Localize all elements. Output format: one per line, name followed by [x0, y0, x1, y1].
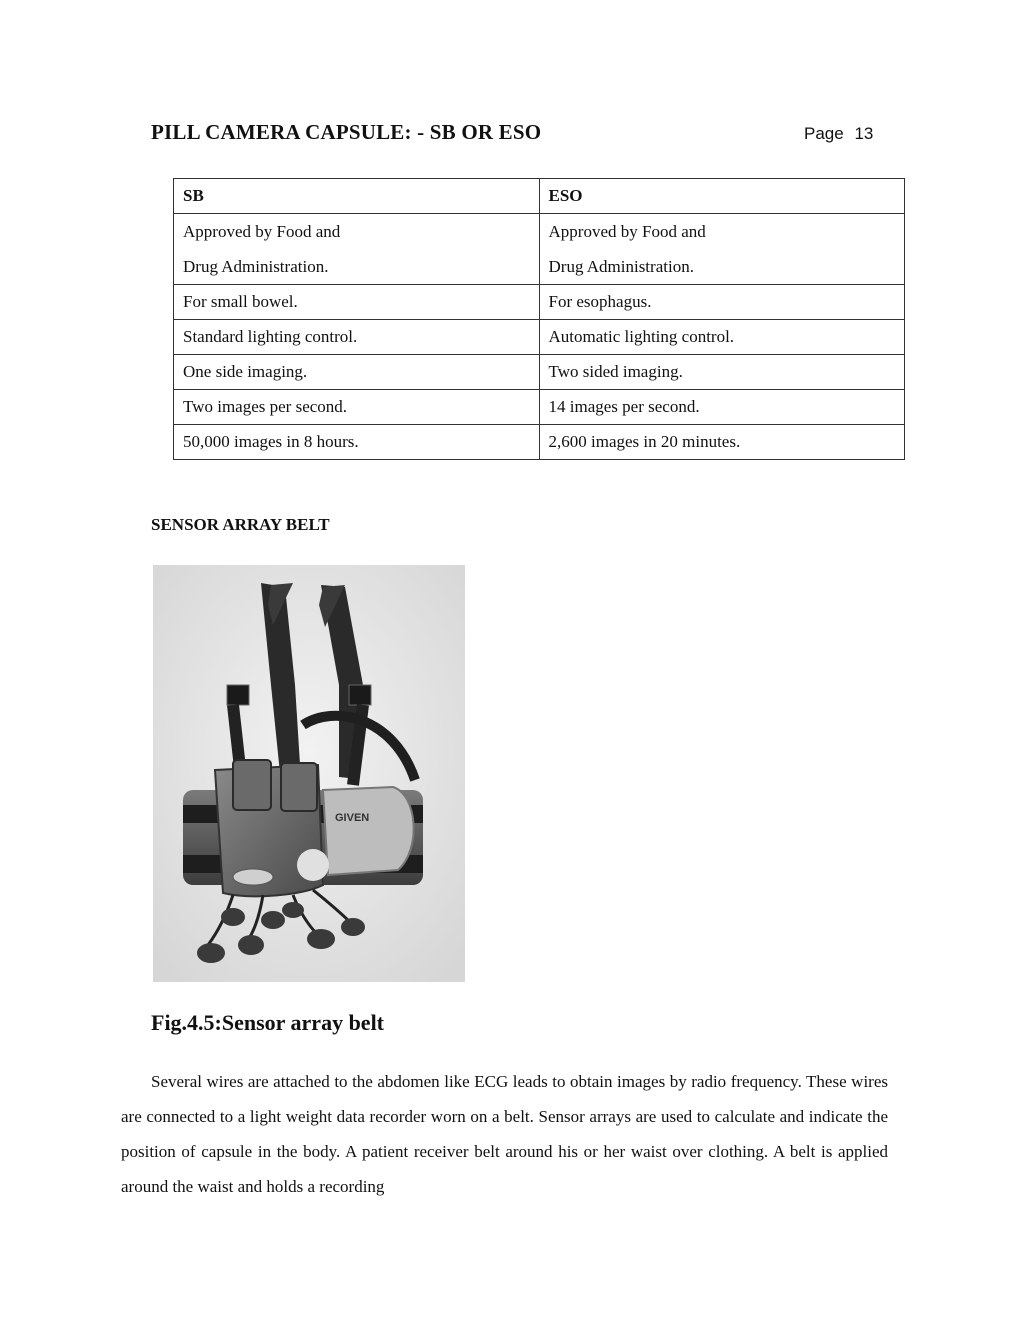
page-heading: PILL CAMERA CAPSULE: - SB OR ESO [151, 120, 542, 144]
table-header-row [174, 179, 905, 214]
table-row [174, 425, 905, 460]
figure-caption: Fig.4.5:Sensor array belt [151, 1010, 385, 1035]
table-row [174, 320, 905, 355]
cell-text: Approved by Food and Drug Administration. [183, 222, 341, 276]
sensor-array-belt-photo [153, 565, 465, 982]
table-cell-sb: Two images per second. [174, 390, 540, 425]
table-cell-eso: For esophagus. [539, 285, 905, 320]
table-cell-eso: Automatic lighting control. [539, 320, 905, 355]
belt-illustration [153, 565, 465, 982]
table-cell-sb: Standard lighting control. [174, 320, 540, 355]
logo-text: GIVEN [335, 812, 370, 824]
table-cell-sb: One side imaging. [174, 355, 540, 390]
column-header-eso: ESO [539, 179, 905, 214]
table-row [174, 355, 905, 390]
section-heading: SENSOR ARRAY BELT [151, 515, 330, 534]
comparison-table [173, 178, 905, 460]
page-number-value: 13 [854, 124, 874, 143]
page-number [804, 124, 873, 144]
page-label: Page [804, 124, 844, 143]
table-cell-sb: For small bowel. [174, 285, 540, 320]
table-cell-eso: 2,600 images in 20 minutes. [539, 425, 905, 460]
table-cell-eso [539, 214, 905, 285]
table-cell-eso: 14 images per second. [539, 390, 905, 425]
cell-text: Approved by Food and Drug Administration. [548, 222, 706, 276]
table-row [174, 390, 905, 425]
table-cell-sb: 50,000 images in 8 hours. [174, 425, 540, 460]
table-cell-sb [174, 214, 540, 285]
table-row [174, 214, 905, 285]
table-row [174, 285, 905, 320]
column-header-sb: SB [174, 179, 540, 214]
body-paragraph: Several wires are attached to the abdomen like ECG leads to obtain images by radio frequency. These wires are connected to a light weight data recorder worn on a belt. Sensor arrays are used to calculate and indicate the position of capsule in the body. A patient receiver belt around his or her waist over clothing. A belt is applied around the waist and holds a recording [121, 1072, 888, 1196]
table-cell-eso: Two sided imaging. [539, 355, 905, 390]
